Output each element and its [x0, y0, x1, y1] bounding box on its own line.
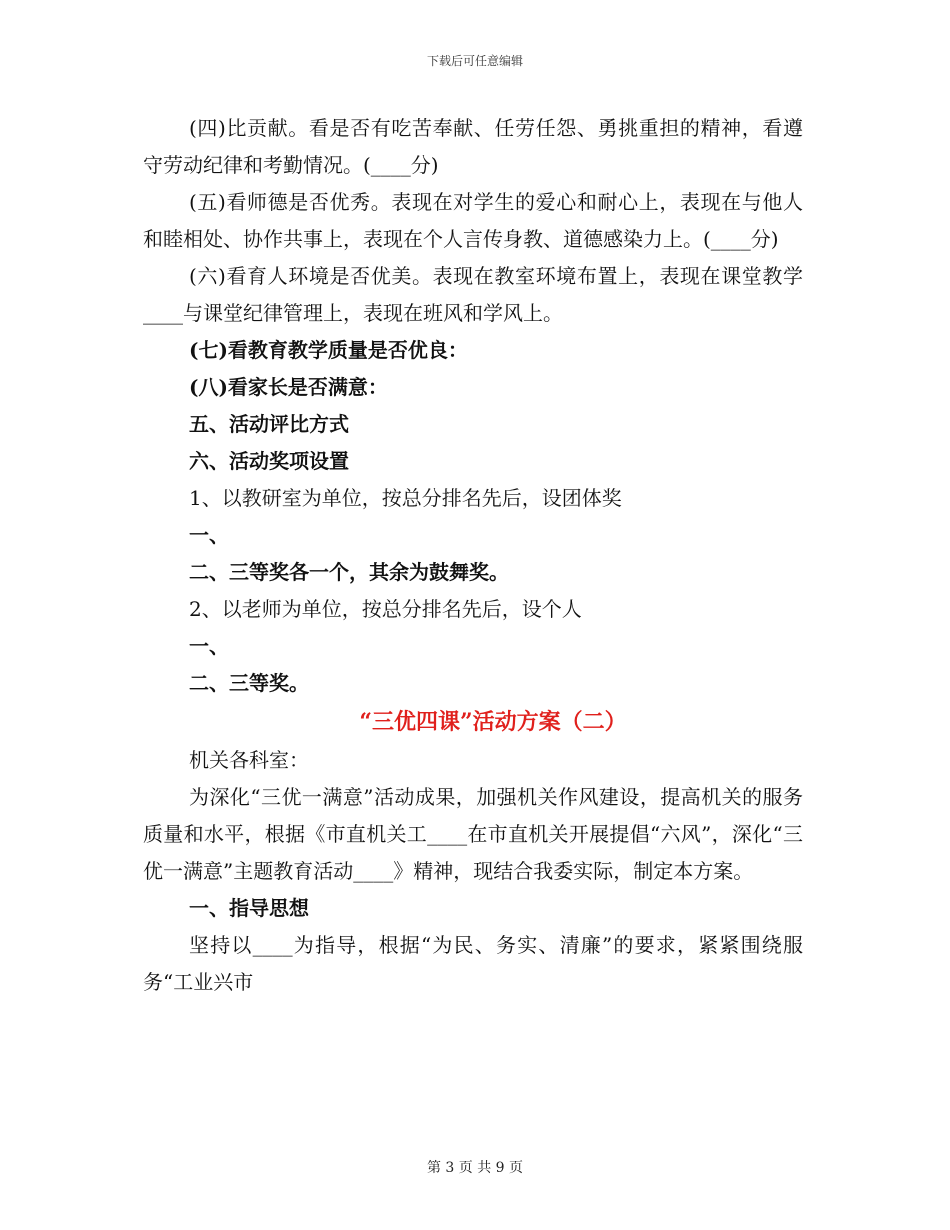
- award-individual-first: 一、: [189, 634, 229, 658]
- paragraph-guiding-ideology: 坚持以____为指导，根据“为民、务实、清廉”的要求，紧紧围绕服务“工业兴市: [143, 933, 803, 994]
- section-title: “三优四课”活动方案（二）: [359, 709, 627, 735]
- award-individual-second-third: 二、三等奖。: [189, 671, 309, 695]
- paragraph-ethics: (五)看师德是否优秀。表现在对学生的爱心和耐心上，表现在与他人和睦相处、协作共事上，表现在个人言传身教、道德感染力上。(____分): [143, 190, 803, 251]
- page-number: 第 3 页 共 9 页: [426, 1160, 524, 1176]
- item-parents: (八)看家长是否满意：: [189, 375, 388, 399]
- award-team: 1、以教研室为单位，按总分排名先后，设团体奖: [189, 486, 622, 510]
- paragraph-contribution: (四)比贡献。看是否有吃苦奉献、任劳任怨、勇挑重担的精神，看遵守劳动纪律和考勤情况。(____分): [143, 116, 803, 177]
- paragraph-environment: (六)看育人环境是否优美。表现在教室环境布置上，表现在课堂教学____与课堂纪律管理上，表现在班风和学风上。: [143, 264, 803, 325]
- header-note: 下载后可任意编辑: [426, 54, 523, 68]
- item-quality: (七)看教育教学质量是否优良：: [189, 338, 468, 362]
- award-team-first: 一、: [189, 523, 229, 547]
- paragraph-intro: 为深化“三优一满意”活动成果，加强机关作风建设，提高机关的服务质量和水平，根据《市直机关工____在市直机关开展提倡“六风”，深化“三优一满意”主题教育活动____》精神，现结合我委实际，制定本方案。: [143, 785, 803, 883]
- heading-evaluation-method: 五、活动评比方式: [189, 412, 349, 436]
- award-team-second-third: 二、三等奖各一个，其余为鼓舞奖。: [189, 560, 509, 584]
- award-individual: 2、以老师为单位，按总分排名先后，设个人: [189, 597, 582, 621]
- heading-guiding-ideology: 一、指导思想: [189, 896, 309, 920]
- document-body: [143, 110, 803, 1001]
- heading-award-setting: 六、活动奖项设置: [189, 449, 349, 473]
- salutation: 机关各科室：: [189, 748, 309, 772]
